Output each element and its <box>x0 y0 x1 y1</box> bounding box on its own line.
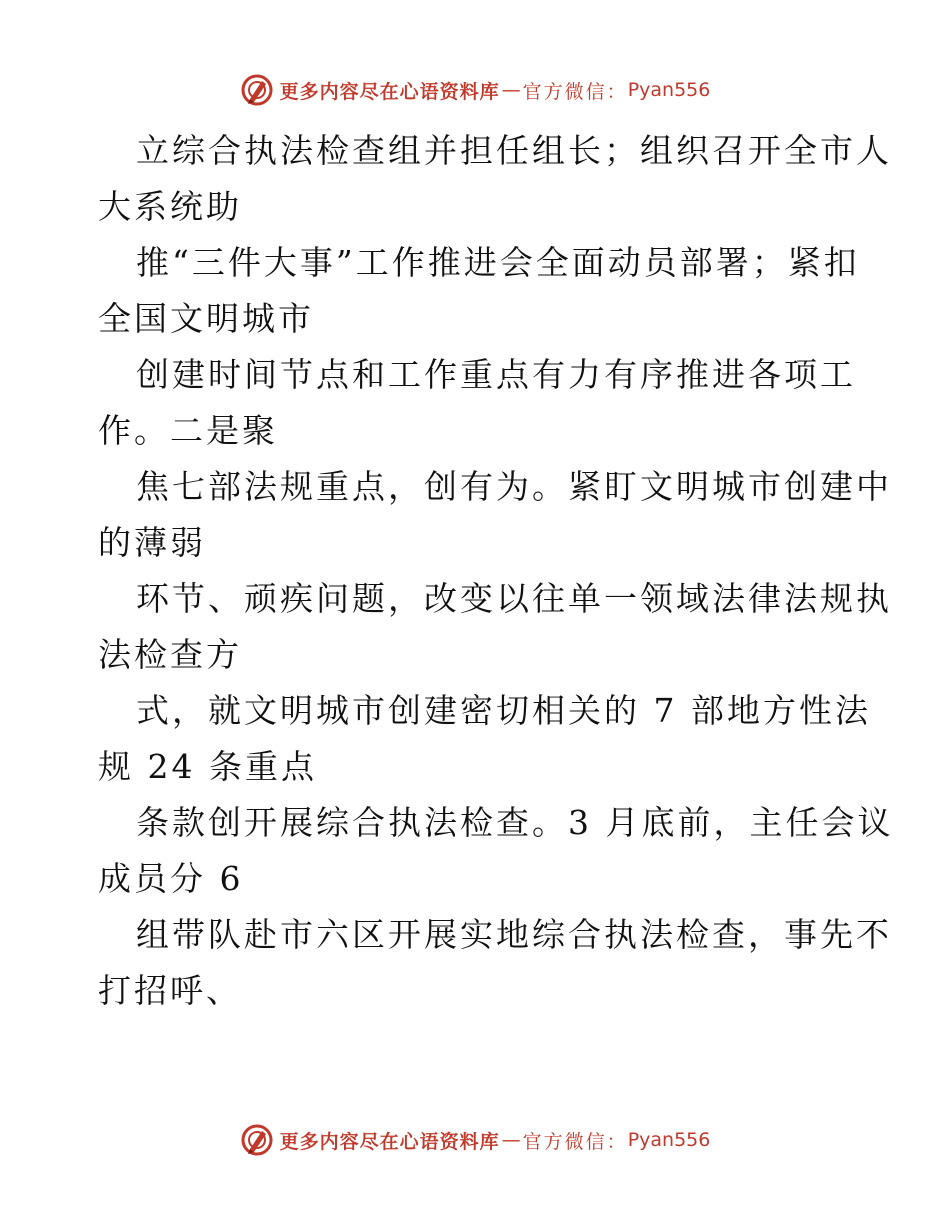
paragraph <box>98 571 892 683</box>
paragraph <box>98 235 868 347</box>
footer-watermark-banner <box>0 1120 950 1160</box>
paragraph-line: 环节、顽疾问题，改变以往单一领域法律法规执 <box>136 579 892 618</box>
banner-title: 更多内容尽在心语资料库 <box>279 1130 500 1153</box>
paragraph-line: 成员分 6 <box>98 859 244 898</box>
paragraph-line: 立综合执法检查组并担任组长；组织召开全市人 <box>136 131 892 170</box>
paragraph-line: 焦七部法规重点，创有为。紧盯文明城市创建中 <box>136 467 892 506</box>
paragraph <box>98 123 892 235</box>
paragraph-line: 法检查方 <box>98 635 242 674</box>
banner-wechat-label: 官方微信： <box>522 80 628 103</box>
paragraph-line: 的薄弱 <box>98 523 206 562</box>
paragraph <box>98 683 871 795</box>
banner-wechat-id: Pyan556 <box>627 1129 711 1151</box>
paragraph-line: 作。二是聚 <box>98 411 278 450</box>
paragraph-line: 式，就文明城市创建密切相关的 7 部地方性法 <box>136 691 871 730</box>
paragraph <box>98 347 868 459</box>
document-body <box>98 123 894 1019</box>
paragraph <box>98 459 892 571</box>
banner-separator: — <box>501 1129 521 1151</box>
banner-wechat-label: 官方微信： <box>522 1130 628 1153</box>
pen-logo-icon <box>240 73 274 107</box>
header-watermark-banner <box>0 70 950 110</box>
paragraph-line: 全国文明城市 <box>98 299 314 338</box>
pen-logo-icon <box>240 1123 274 1157</box>
paragraph-line: 条款创开展综合执法检查。3 月底前，主任会议 <box>136 803 894 842</box>
banner-wechat-id: Pyan556 <box>627 79 711 101</box>
paragraph-line: 组带队赴市六区开展实地综合执法检查，事先不 <box>136 915 892 954</box>
banner-title: 更多内容尽在心语资料库 <box>279 80 500 103</box>
paragraph <box>98 907 892 1019</box>
paragraph-line: 打招呼、 <box>98 971 242 1010</box>
banner-separator: — <box>501 79 521 101</box>
paragraph-line: 创建时间节点和工作重点有力有序推进各项工 <box>136 355 856 394</box>
paragraph-line: 大系统助 <box>98 187 242 226</box>
paragraph <box>98 795 894 907</box>
paragraph-line: 推“三件大事”工作推进会全面动员部署；紧扣 <box>136 243 860 282</box>
paragraph-line: 规 24 条重点 <box>98 747 317 786</box>
